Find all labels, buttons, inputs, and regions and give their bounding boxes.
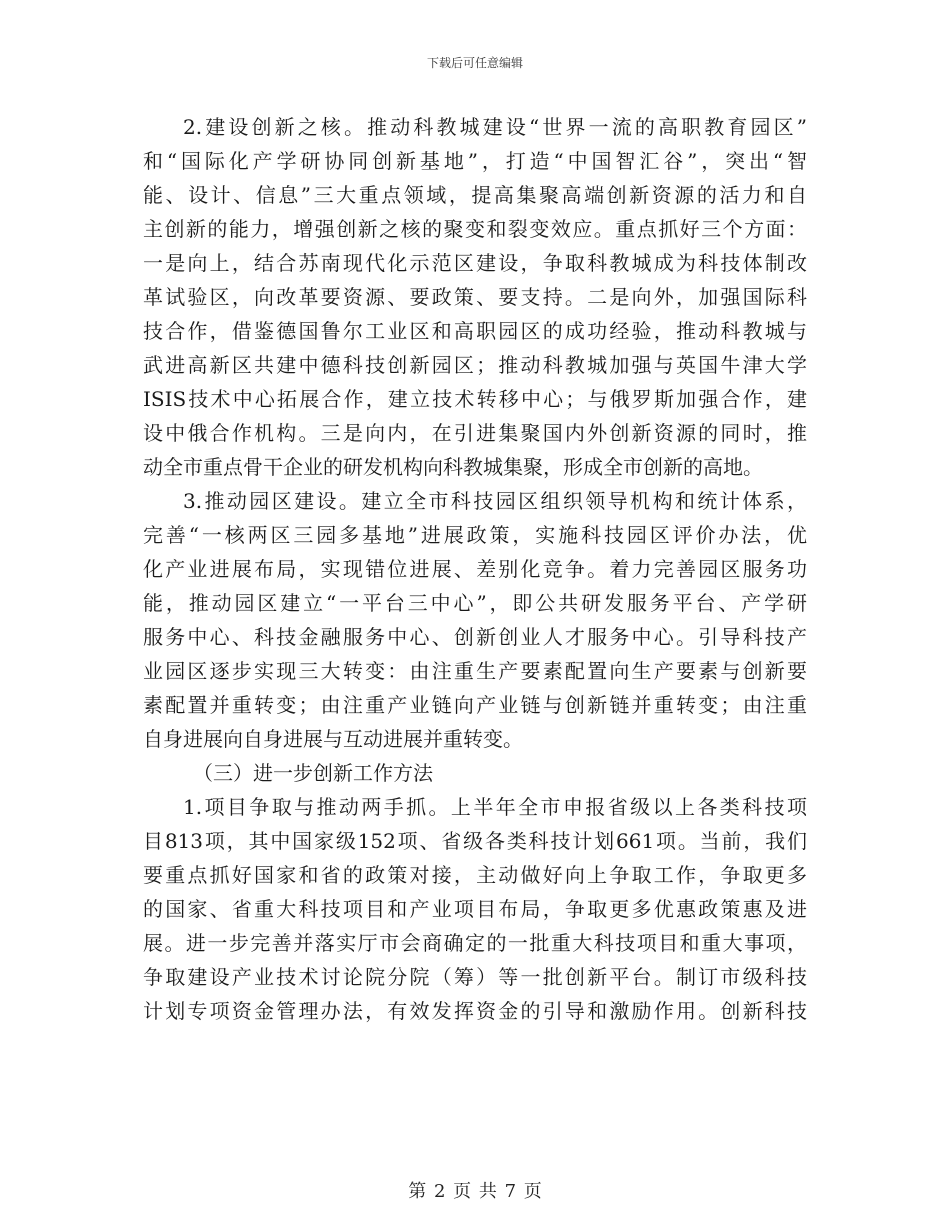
- text-line: 主创新的能力，增强创新之核的聚变和裂变效应。重点抓好三个方面：: [143, 217, 807, 241]
- text-line: 展。进一步完善并落实厅市会商确定的一批重大科技项目和重大事项，: [143, 931, 807, 955]
- text-line: 争取建设产业技术讨论院分院（筹）等一批创新平台。制订市级科技: [143, 965, 807, 989]
- text-line: 计划专项资金管理办法，有效发挥资金的引导和激励作用。创新科技: [143, 999, 807, 1023]
- text-line: ISIS技术中心拓展合作，建立技术转移中心；与俄罗斯加强合作，建: [143, 387, 807, 411]
- section-heading: （三）进一步创新工作方法: [193, 761, 433, 785]
- text-line: 完善“一核两区三园多基地”进展政策，实施科技园区评价办法，优: [143, 523, 807, 547]
- text-line: 能，推动园区建立“一平台三中心”，即公共研发服务平台、产学研: [143, 591, 807, 615]
- document-body: [143, 110, 807, 1028]
- text-line: 动全市重点骨干企业的研发机构向科教城集聚，形成全市创新的高地。: [143, 455, 763, 479]
- text-line: 武进高新区共建中德科技创新园区；推动科教城加强与英国牛津大学: [143, 353, 807, 377]
- text-line: 3.推动园区建设。建立全市科技园区组织领导机构和统计体系，: [183, 489, 807, 513]
- page-header: 下载后可任意编辑: [426, 56, 523, 70]
- text-line: 能、设计、信息”三大重点领域，提高集聚高端创新资源的活力和自: [143, 183, 807, 207]
- text-line: 要重点抓好国家和省的政策对接，主动做好向上争取工作，争取更多: [143, 863, 807, 887]
- text-line: 自身进展向自身进展与互动进展并重转变。: [143, 727, 523, 751]
- text-line: 革试验区，向改革要资源、要政策、要支持。二是向外，加强国际科: [143, 285, 807, 309]
- text-line: 和“国际化产学研协同创新基地”，打造“中国智汇谷”，突出“智: [143, 149, 807, 173]
- text-line: 业园区逐步实现三大转变：由注重生产要素配置向生产要素与创新要: [143, 659, 807, 683]
- text-line: 2.建设创新之核。推动科教城建设“世界一流的高职教育园区”: [183, 115, 807, 139]
- text-line: 一是向上，结合苏南现代化示范区建设，争取科教城成为科技体制改: [143, 251, 807, 275]
- text-line: 的国家、省重大科技项目和产业项目布局，争取更多优惠政策惠及进: [143, 897, 807, 921]
- page-number: 第 2 页 共 7 页: [408, 1181, 542, 1202]
- text-line: 化产业进展布局，实现错位进展、差别化竞争。着力完善园区服务功: [143, 557, 807, 581]
- text-line: 服务中心、科技金融服务中心、创新创业人才服务中心。引导科技产: [143, 625, 807, 649]
- text-line: 素配置并重转变；由注重产业链向产业链与创新链并重转变；由注重: [143, 693, 807, 717]
- text-line: 目813项，其中国家级152项、省级各类科技计划661项。当前，我们: [143, 829, 807, 853]
- text-line: 设中俄合作机构。三是向内，在引进集聚国内外创新资源的同时，推: [143, 421, 807, 445]
- text-line: 1.项目争取与推动两手抓。上半年全市申报省级以上各类科技项: [183, 795, 807, 819]
- text-line: 技合作，借鉴德国鲁尔工业区和高职园区的成功经验，推动科教城与: [143, 319, 807, 343]
